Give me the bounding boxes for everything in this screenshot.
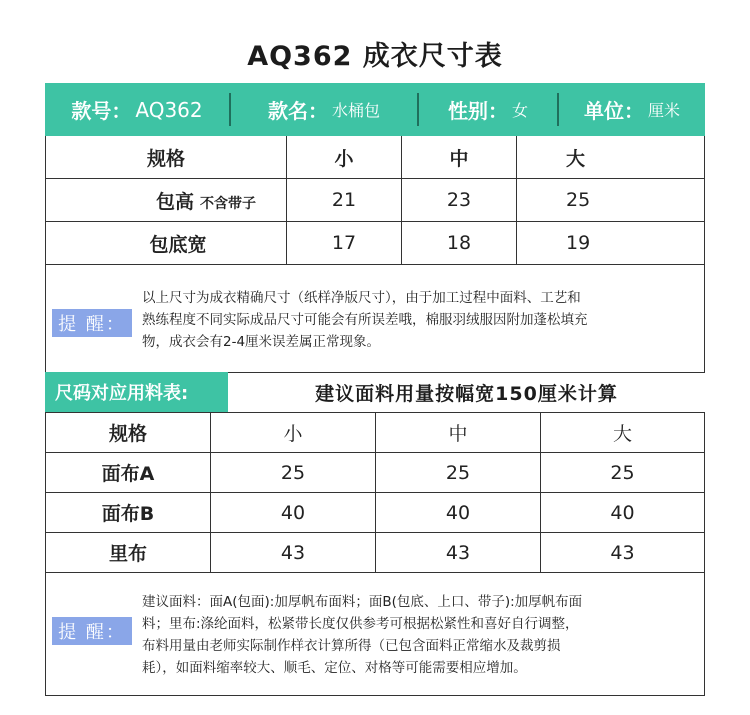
table-row [46,453,704,493]
model-number [45,83,229,136]
material-section [45,412,705,696]
header-cell: 小 [211,413,376,453]
gender [419,83,557,136]
row-name: 包高 [155,190,194,213]
header-cell: 大 [517,136,705,179]
reminder-line: 物，成衣会有2-4厘米误差属正常现象。 [142,334,381,350]
header-cell: 小 [287,136,402,179]
table-row [46,179,704,222]
unit-value: 厘米 [647,101,680,120]
table-cell: 21 [287,179,402,222]
table-cell: 19 [517,222,705,265]
row-label [46,179,287,222]
gender-value: 女 [511,101,528,120]
reminder-text [142,287,702,353]
table-cell: 23 [402,179,517,222]
reminder-line: 料；里布:涤纶面料，松紧带长度仅供参考可根据松紧性和喜好自行调整， [142,616,579,632]
unit [559,83,705,136]
row-name: 里布 [46,533,211,573]
reminder-text [142,591,702,679]
product-info-bar [45,83,705,136]
table-cell: 25 [541,453,705,493]
header-cell: 中 [402,136,517,179]
page-title: AQ362 成衣尺寸表 [247,41,503,72]
table-row [46,222,704,265]
table-header-row [46,136,704,179]
table-cell: 25 [376,453,541,493]
row-name: 面布B [46,493,211,533]
table-row [46,533,704,573]
table-cell: 40 [541,493,705,533]
size-section [45,136,705,373]
reminder-line: 熟练程度不同实际成品尺寸可能会有所误差哦，棉服羽绒服因附加蓬松填充 [142,312,588,328]
product-name [231,83,417,136]
name-label: 款名： [267,99,328,123]
table-cell: 25 [517,179,705,222]
fabric-width-note: 建议面料用量按幅宽150厘米计算 [315,382,618,405]
table-cell: 43 [541,533,705,573]
reminder-tag: 提 醒： [52,309,132,337]
model-value: AQ362 [135,97,203,122]
reminder-line: 耗），如面料缩率较大、顺毛、定位、对格等可能需要相应增加。 [142,660,527,676]
table-header-row [46,413,704,453]
header-cell: 规格 [46,413,211,453]
size-table [46,136,704,265]
table-cell: 25 [211,453,376,493]
reminder-line: 以上尺寸为成衣精确尺寸（纸样净版尺寸），由于加工过程中面料、工艺和 [142,290,581,306]
name-value: 水桶包 [331,101,380,120]
row-name: 面布A [46,453,211,493]
material-heading [45,372,705,412]
reminder-line: 布料用量由老师实际制作样衣计算所得（已包含面料正常缩水及裁剪损 [142,638,561,654]
row-note: 不含带子 [200,195,256,212]
table-cell: 40 [211,493,376,533]
table-cell: 43 [211,533,376,573]
table-cell: 17 [287,222,402,265]
material-heading-label: 尺码对应用料表: [45,372,228,412]
header-cell: 规格 [46,136,287,179]
header-cell: 大 [541,413,705,453]
table-cell: 40 [376,493,541,533]
material-table [46,413,704,573]
header-cell: 中 [376,413,541,453]
unit-label: 单位： [583,99,644,123]
reminder-tag: 提 醒： [52,617,132,645]
table-cell: 43 [376,533,541,573]
row-name: 包底宽 [46,222,287,265]
table-cell: 18 [402,222,517,265]
model-label: 款号： [71,99,132,123]
reminder-line: 建议面料：面A(包面):加厚帆布面料；面B(包底、上口、带子):加厚帆布面 [142,594,583,610]
table-row [46,493,704,533]
gender-label: 性别： [447,99,508,123]
